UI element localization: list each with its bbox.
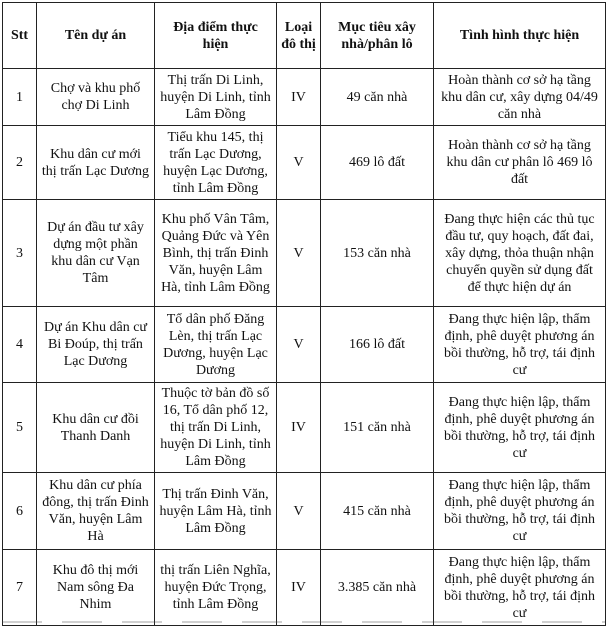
row-urban-type: IV (277, 69, 321, 126)
row-urban-type: IV (277, 383, 321, 473)
row-project-name: Dự án Khu dân cư Bi Đoúp, thị trấn Lạc Dương (37, 307, 155, 383)
row-stt: 5 (3, 383, 37, 473)
row-target: 166 lô đất (321, 307, 434, 383)
header-status: Tình hình thực hiện (434, 3, 606, 69)
row-target: 469 lô đất (321, 126, 434, 200)
table-row (3, 383, 606, 473)
row-location: Thị trấn Di Linh, huyện Di Linh, tỉnh Lâm Đồng (155, 69, 277, 126)
row-project-name: Khu đô thị mới Nam sông Đa Nhim (37, 550, 155, 626)
project-table (2, 2, 606, 626)
table-row (3, 200, 606, 307)
row-urban-type: IV (277, 550, 321, 626)
header-location: Địa điểm thực hiện (155, 3, 277, 69)
table-row (3, 126, 606, 200)
header-stt: Stt (3, 3, 37, 69)
row-location: Thuộc tờ bản đồ số 16, Tổ dân phố 12, thị trấn Di Linh, huyện Di Linh, tỉnh Lâm Đồng (155, 383, 277, 473)
row-target: 153 căn nhà (321, 200, 434, 307)
row-stt: 3 (3, 200, 37, 307)
row-target: 415 căn nhà (321, 473, 434, 550)
row-stt: 2 (3, 126, 37, 200)
row-project-name: Khu dân cư đồi Thanh Danh (37, 383, 155, 473)
row-target: 49 căn nhà (321, 69, 434, 126)
row-stt: 6 (3, 473, 37, 550)
row-stt: 7 (3, 550, 37, 626)
table-row (3, 473, 606, 550)
table-row (3, 69, 606, 126)
row-project-name: Khu dân cư phía đông, thị trấn Đinh Văn, huyện Lâm Hà (37, 473, 155, 550)
table-row (3, 307, 606, 383)
row-location: Thị trấn Đinh Văn, huyện Lâm Hà, tỉnh Lâm Đồng (155, 473, 277, 550)
row-target: 3.385 căn nhà (321, 550, 434, 626)
row-location: thị trấn Liên Nghĩa, huyện Đức Trọng, tỉnh Lâm Đồng (155, 550, 277, 626)
row-urban-type: V (277, 307, 321, 383)
row-project-name: Khu dân cư mới thị trấn Lạc Dương (37, 126, 155, 200)
row-stt: 4 (3, 307, 37, 383)
row-location: Khu phố Vân Tâm, Quảng Đức và Yên Bình, thị trấn Đinh Văn, huyện Lâm Hà, tỉnh Lâm Đồng (155, 200, 277, 307)
row-project-name: Dự án đầu tư xây dựng một phần khu dân cư Vạn Tâm (37, 200, 155, 307)
row-status: Đang thực hiện lập, thẩm định, phê duyệt phương án bồi thường, hỗ trợ, tái định cư (434, 473, 606, 550)
row-status: Đang thực hiện lập, thẩm định, phê duyệt phương án bồi thường, hỗ trợ, tái định cư (434, 383, 606, 473)
row-status: Hoàn thành cơ sở hạ tầng khu dân cư, xây dựng 04/49 căn nhà (434, 69, 606, 126)
row-status: Đang thực hiện lập, thẩm định, phê duyệt phương án bồi thường, hỗ trợ, tái định cư (434, 550, 606, 626)
row-status: Đang thực hiện lập, thẩm định, phê duyệt phương án bồi thường, hỗ trợ, tái định cư (434, 307, 606, 383)
header-target: Mục tiêu xây nhà/phân lô (321, 3, 434, 69)
row-urban-type: V (277, 200, 321, 307)
row-target: 151 căn nhà (321, 383, 434, 473)
row-stt: 1 (3, 69, 37, 126)
table-header-row (3, 3, 606, 69)
next-page-edge (2, 621, 605, 623)
header-urban-type: Loại đô thị (277, 3, 321, 69)
row-project-name: Chợ và khu phố chợ Di Linh (37, 69, 155, 126)
table-row (3, 550, 606, 626)
row-location: Tổ dân phố Đăng Lèn, thị trấn Lạc Dương, huyện Lạc Dương (155, 307, 277, 383)
header-project-name: Tên dự án (37, 3, 155, 69)
row-urban-type: V (277, 126, 321, 200)
row-status: Hoàn thành cơ sở hạ tầng khu dân cư phân lô 469 lô đất (434, 126, 606, 200)
row-location: Tiểu khu 145, thị trấn Lạc Dương, huyện Lạc Dương, tỉnh Lâm Đồng (155, 126, 277, 200)
row-status: Đang thực hiện các thủ tục đầu tư, quy hoạch, đất đai, xây dựng, thỏa thuận nhận chuyển quyền sử dụng đất để thực hiện dự án (434, 200, 606, 307)
row-urban-type: V (277, 473, 321, 550)
